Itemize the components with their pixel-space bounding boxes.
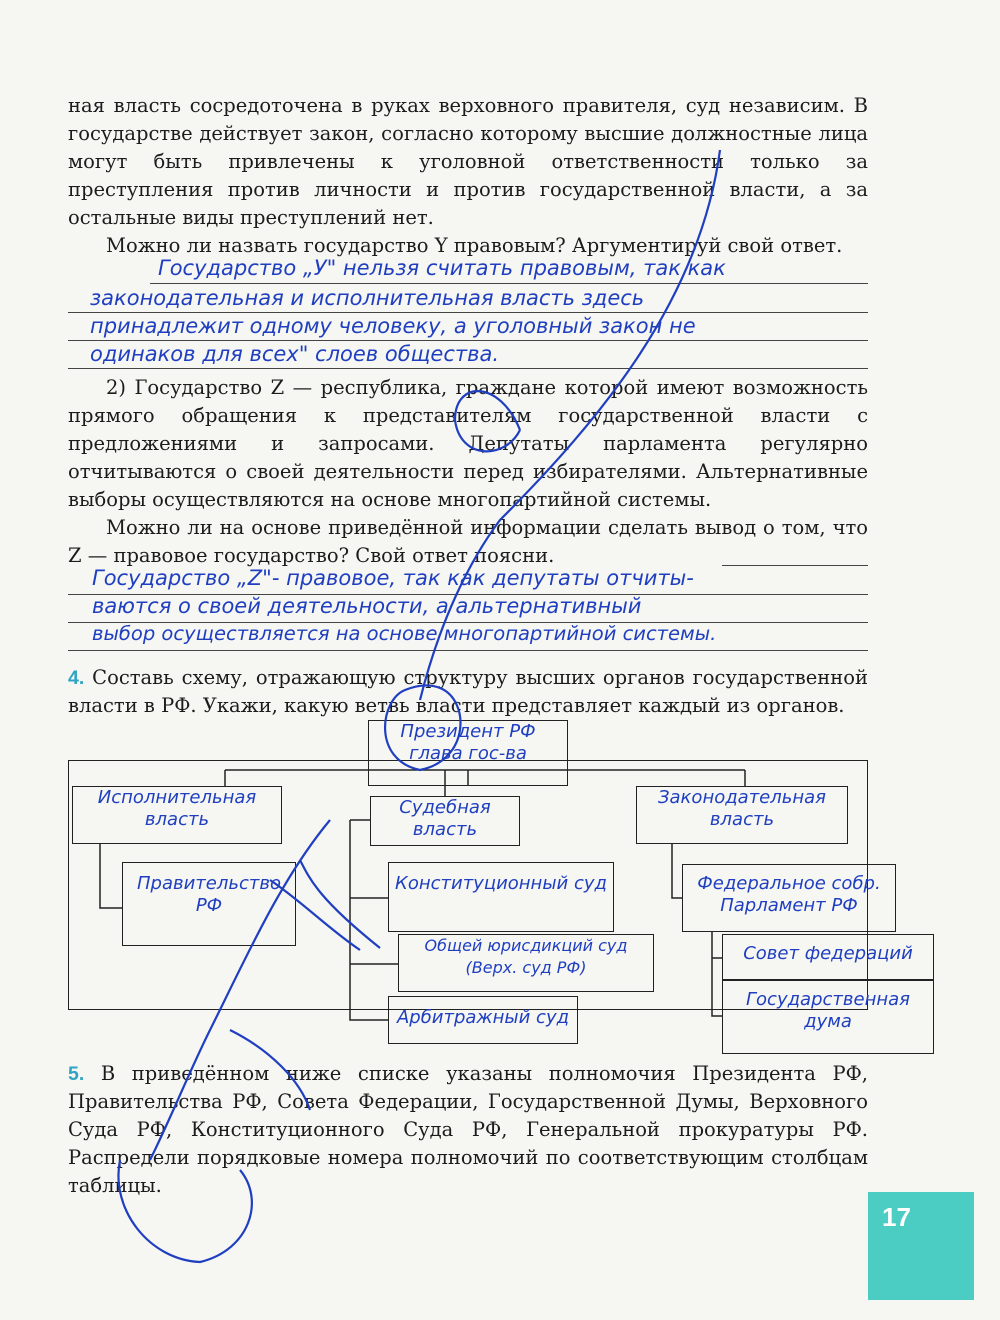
president-label: Президент РФ <box>400 721 536 742</box>
question-state-y: Можно ли назвать государство Y правовым? Аргументируй свой ответ. <box>106 234 843 257</box>
question-state-z: Можно ли на основе приведённой информации сделать вывод о том, что Z — правовое государство? Свой ответ поясни. <box>68 516 868 567</box>
government-label: Правительство РФ <box>137 873 281 916</box>
executive-branch-box <box>72 786 282 844</box>
paragraph-state-y: ная власть сосредоточена в руках верховного правителя, суд независим. В государстве действует закон, согласно которому высшие должностные лица могут быть привлечены к уголовной ответственности только за преступления против личности и против государственной власти, а за остальные виды преступлений нет. <box>68 94 868 229</box>
task-number: 5. <box>68 1063 85 1085</box>
head-of-state-label: глава гос-ва <box>409 743 527 764</box>
paragraph-state-z: 2) Государство Z — республика, граждане которой имеют возможность прямого обращения к представителям государственной власти с предложениями и запросами. Депутаты парламента регулярно отчитываются о своей деятельности перед избирателями. Альтернативные выборы осуществляются на основе многопартийной системы. <box>68 376 868 511</box>
judicial-branch-box <box>370 796 520 846</box>
general-court-box <box>398 934 654 992</box>
handwritten-answer-line: принадлежит одному человеку, а уголовный закон не <box>90 314 696 338</box>
arbitration-court-box <box>388 996 578 1044</box>
handwritten-answer-line: Государство „У" нельзя считать правовым, так как <box>158 256 726 280</box>
task-text: В приведённом ниже списке указаны полномочия Президента РФ, Правительства РФ, Совета Федерации, Государственной Думы, Верховного Суда РФ, Конституционного Суда РФ, Генеральной прокуратуры РФ. Распредели порядковые номера полномочий по соответствующим столбцам таблицы. <box>68 1062 868 1197</box>
answer-line <box>68 340 868 341</box>
answer-line <box>68 650 868 651</box>
state-duma-label: Государственная дума <box>746 989 910 1032</box>
task-text: Составь схему, отражающую структуру высших органов государственной власти в РФ. Укажи, какую ветвь власти представляет каждый из органов. <box>68 666 869 717</box>
answer-line <box>68 312 868 313</box>
handwritten-answer-line: Государство „Z"- правовое, так как депутаты отчиты- <box>92 566 694 590</box>
federal-assembly-label: Федеральное собр. Парламент РФ <box>697 873 881 916</box>
page-number-tab <box>868 1192 974 1300</box>
constitutional-court-box <box>388 862 614 932</box>
executive-branch-label: Исполнительная власть <box>97 787 257 830</box>
president-box <box>368 720 568 786</box>
federation-council-label: Совет федераций <box>743 943 913 964</box>
government-box <box>122 862 296 946</box>
answer-line <box>150 283 868 284</box>
legislative-branch-box <box>636 786 848 844</box>
federation-council-box <box>722 934 934 980</box>
handwritten-answer-line: выбор осуществляется на основе многопартийной системы. <box>92 622 717 645</box>
judicial-branch-label: Судебная власть <box>399 797 491 840</box>
answer-line <box>68 368 868 369</box>
answer-line <box>722 565 868 566</box>
task-5 <box>68 1060 868 1200</box>
federal-assembly-box <box>682 864 896 932</box>
page-number: 17 <box>882 1202 911 1232</box>
general-court-label: Общей юрисдикций суд (Верх. суд РФ) <box>424 936 628 977</box>
task-4 <box>68 664 868 720</box>
legislative-branch-label: Законодательная власть <box>657 787 826 830</box>
arbitration-court-label: Арбитражный суд <box>396 1007 570 1028</box>
handwritten-answer-line: одинаков для всех" слоев общества. <box>90 342 500 366</box>
constitutional-court-label: Конституционный суд <box>395 873 607 894</box>
task-number: 4. <box>68 667 85 689</box>
state-duma-box <box>722 980 934 1054</box>
handwritten-answer-line: ваются о своей деятельности, а альтернативный <box>92 594 642 618</box>
handwritten-answer-line: законодательная и исполнительная власть здесь <box>90 286 645 310</box>
